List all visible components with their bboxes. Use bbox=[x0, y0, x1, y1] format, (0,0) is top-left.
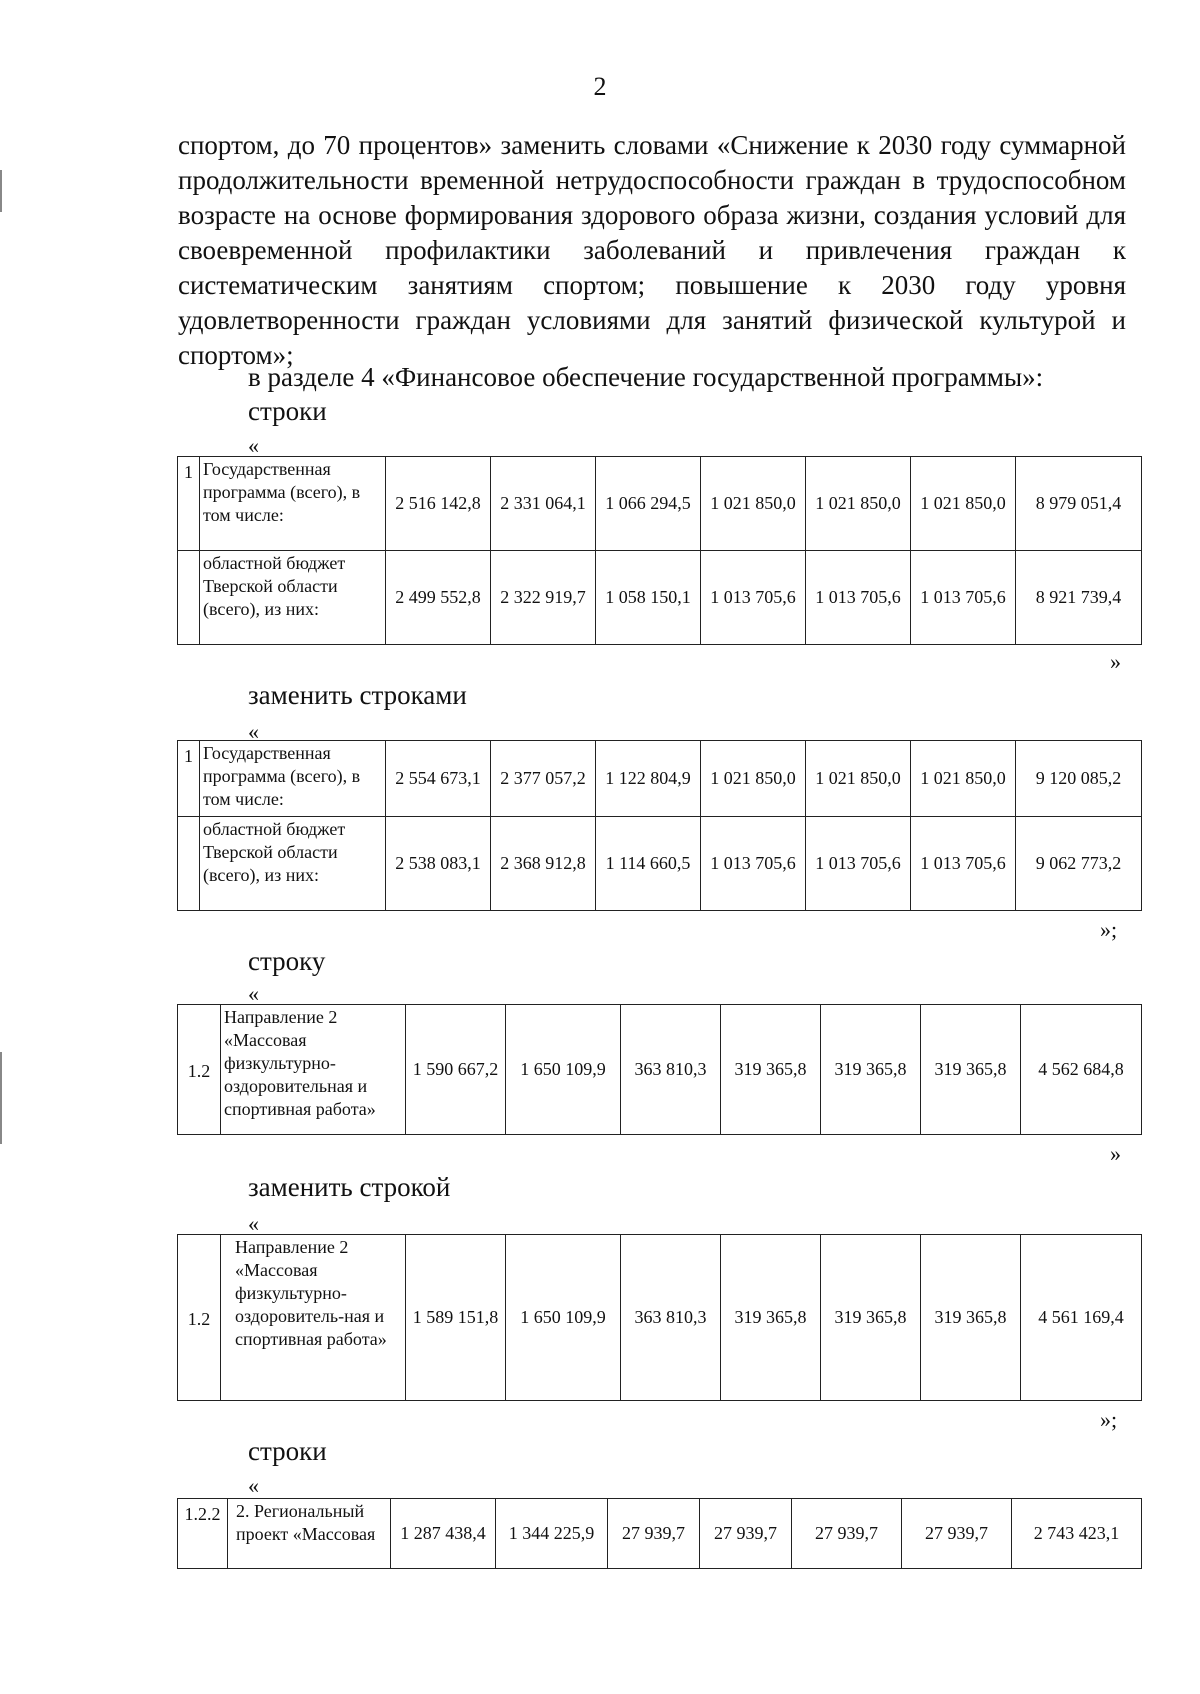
label-stroki: строки bbox=[248, 396, 327, 426]
cell-value: 1 066 294,5 bbox=[596, 457, 701, 551]
row-name: Государственная программа (всего), в том числе: bbox=[200, 741, 386, 817]
label-zamenit-strokami: заменить строками bbox=[248, 680, 467, 710]
label-stroki-2: строки bbox=[248, 1436, 327, 1466]
cell-total: 4 561 169,4 bbox=[1021, 1235, 1142, 1401]
open-quote: « bbox=[248, 981, 259, 1006]
cell-value: 319 365,8 bbox=[721, 1235, 821, 1401]
cell-value: 1 021 850,0 bbox=[806, 457, 911, 551]
row-name: 2. Региональный проект «Массовая bbox=[228, 1499, 391, 1569]
row-name: Государственная программа (всего), в том числе: bbox=[200, 457, 386, 551]
open-quote: « bbox=[248, 719, 259, 744]
table-row bbox=[178, 1499, 1142, 1569]
cell-value: 2 377 057,2 bbox=[491, 741, 596, 817]
cell-value: 319 365,8 bbox=[921, 1235, 1021, 1401]
cell-value: 1 021 850,0 bbox=[806, 741, 911, 817]
open-quote: « bbox=[248, 433, 259, 458]
cell-value: 1 589 151,8 bbox=[406, 1235, 506, 1401]
cell-value: 27 939,7 bbox=[902, 1499, 1012, 1569]
finance-table-replacement bbox=[177, 740, 1142, 911]
cell-value: 319 365,8 bbox=[821, 1235, 921, 1401]
cell-value: 363 810,3 bbox=[621, 1235, 721, 1401]
cell-value: 1 122 804,9 bbox=[596, 741, 701, 817]
section-line: в разделе 4 «Финансовое обеспечение государственной программы»: bbox=[248, 362, 1044, 392]
label-zamenit-strokoi: заменить строкой bbox=[248, 1172, 451, 1202]
cell-value: 2 331 064,1 bbox=[491, 457, 596, 551]
cell-value: 1 021 850,0 bbox=[701, 741, 806, 817]
cell-value: 319 365,8 bbox=[721, 1005, 821, 1135]
cell-value: 1 013 705,6 bbox=[911, 817, 1016, 911]
direction-2-table-original bbox=[177, 1004, 1142, 1135]
close-quote: » bbox=[1110, 1141, 1121, 1166]
row-name: областной бюджет Тверской области (всего), из них: bbox=[200, 817, 386, 911]
cell-value: 27 939,7 bbox=[792, 1499, 902, 1569]
cell-value: 319 365,8 bbox=[821, 1005, 921, 1135]
table-row bbox=[178, 817, 1142, 911]
row-name: областной бюджет Тверской области (всего), из них: bbox=[200, 551, 386, 645]
close-quote: » bbox=[1110, 649, 1121, 674]
cell-value: 1 058 150,1 bbox=[596, 551, 701, 645]
label-stroku: строку bbox=[248, 946, 326, 976]
cell-value: 1 013 705,6 bbox=[701, 817, 806, 911]
direction-2-table-replacement bbox=[177, 1234, 1142, 1401]
cell-total: 9 120 085,2 bbox=[1016, 741, 1142, 817]
row-index: 1 bbox=[178, 457, 200, 551]
body-paragraph: спортом, до 70 процентов» заменить словами «Снижение к 2030 году суммарной продолжительности временной нетрудоспособности граждан в трудоспособном возрасте на основе формирования здорового образа жизни, создания условий для своевременной профилактики заболеваний и привлечения граждан к систематическим занятиям спортом; повышение к 2030 году уровня удовлетворенности граждан условиями для занятий физической культурой и спортом»; bbox=[178, 130, 1126, 370]
cell-value: 1 287 438,4 bbox=[391, 1499, 496, 1569]
row-index: 1.2 bbox=[178, 1235, 221, 1401]
cell-total: 4 562 684,8 bbox=[1021, 1005, 1142, 1135]
table-row bbox=[178, 1005, 1142, 1135]
cell-value: 2 554 673,1 bbox=[386, 741, 491, 817]
row-index: 1 bbox=[178, 741, 200, 817]
cell-value: 1 021 850,0 bbox=[701, 457, 806, 551]
cell-value: 2 516 142,8 bbox=[386, 457, 491, 551]
cell-value: 27 939,7 bbox=[700, 1499, 792, 1569]
cell-value: 1 590 667,2 bbox=[406, 1005, 506, 1135]
row-name: Направление 2 «Массовая физкультурно-оздоровительная и спортивная работа» bbox=[221, 1005, 406, 1135]
page-number: 2 bbox=[593, 72, 607, 101]
finance-table-original bbox=[177, 456, 1142, 645]
table-row bbox=[178, 741, 1142, 817]
table-row bbox=[178, 457, 1142, 551]
cell-value: 2 322 919,7 bbox=[491, 551, 596, 645]
table-row bbox=[178, 1235, 1142, 1401]
cell-value: 2 538 083,1 bbox=[386, 817, 491, 911]
cell-value: 1 013 705,6 bbox=[701, 551, 806, 645]
cell-value: 1 114 660,5 bbox=[596, 817, 701, 911]
cell-value: 1 013 705,6 bbox=[806, 817, 911, 911]
cell-total: 8 921 739,4 bbox=[1016, 551, 1142, 645]
cell-value: 1 021 850,0 bbox=[911, 741, 1016, 817]
row-index bbox=[178, 817, 200, 911]
cell-value: 1 013 705,6 bbox=[806, 551, 911, 645]
close-quote: »; bbox=[1100, 1407, 1118, 1432]
cell-value: 363 810,3 bbox=[621, 1005, 721, 1135]
cell-value: 1 650 109,9 bbox=[506, 1235, 621, 1401]
cell-value: 1 650 109,9 bbox=[506, 1005, 621, 1135]
regional-project-table bbox=[177, 1498, 1142, 1569]
row-name: Направление 2 «Массовая физкультурно-оздоровитель-ная и спортивная работа» bbox=[221, 1235, 406, 1401]
table-row bbox=[178, 551, 1142, 645]
open-quote: « bbox=[248, 1473, 259, 1498]
cell-total: 8 979 051,4 bbox=[1016, 457, 1142, 551]
close-quote: »; bbox=[1100, 917, 1118, 942]
cell-value: 27 939,7 bbox=[608, 1499, 700, 1569]
cell-value: 2 368 912,8 bbox=[491, 817, 596, 911]
cell-total: 9 062 773,2 bbox=[1016, 817, 1142, 911]
cell-value: 2 499 552,8 bbox=[386, 551, 491, 645]
row-index: 1.2.2 bbox=[178, 1499, 228, 1569]
row-index: 1.2 bbox=[178, 1005, 221, 1135]
open-quote: « bbox=[248, 1211, 259, 1236]
cell-value: 1 013 705,6 bbox=[911, 551, 1016, 645]
scan-edge-mark bbox=[0, 170, 2, 212]
cell-value: 1 344 225,9 bbox=[496, 1499, 608, 1569]
cell-value: 1 021 850,0 bbox=[911, 457, 1016, 551]
row-index bbox=[178, 551, 200, 645]
cell-value: 319 365,8 bbox=[921, 1005, 1021, 1135]
scan-edge-mark bbox=[0, 1052, 2, 1144]
cell-total: 2 743 423,1 bbox=[1012, 1499, 1142, 1569]
